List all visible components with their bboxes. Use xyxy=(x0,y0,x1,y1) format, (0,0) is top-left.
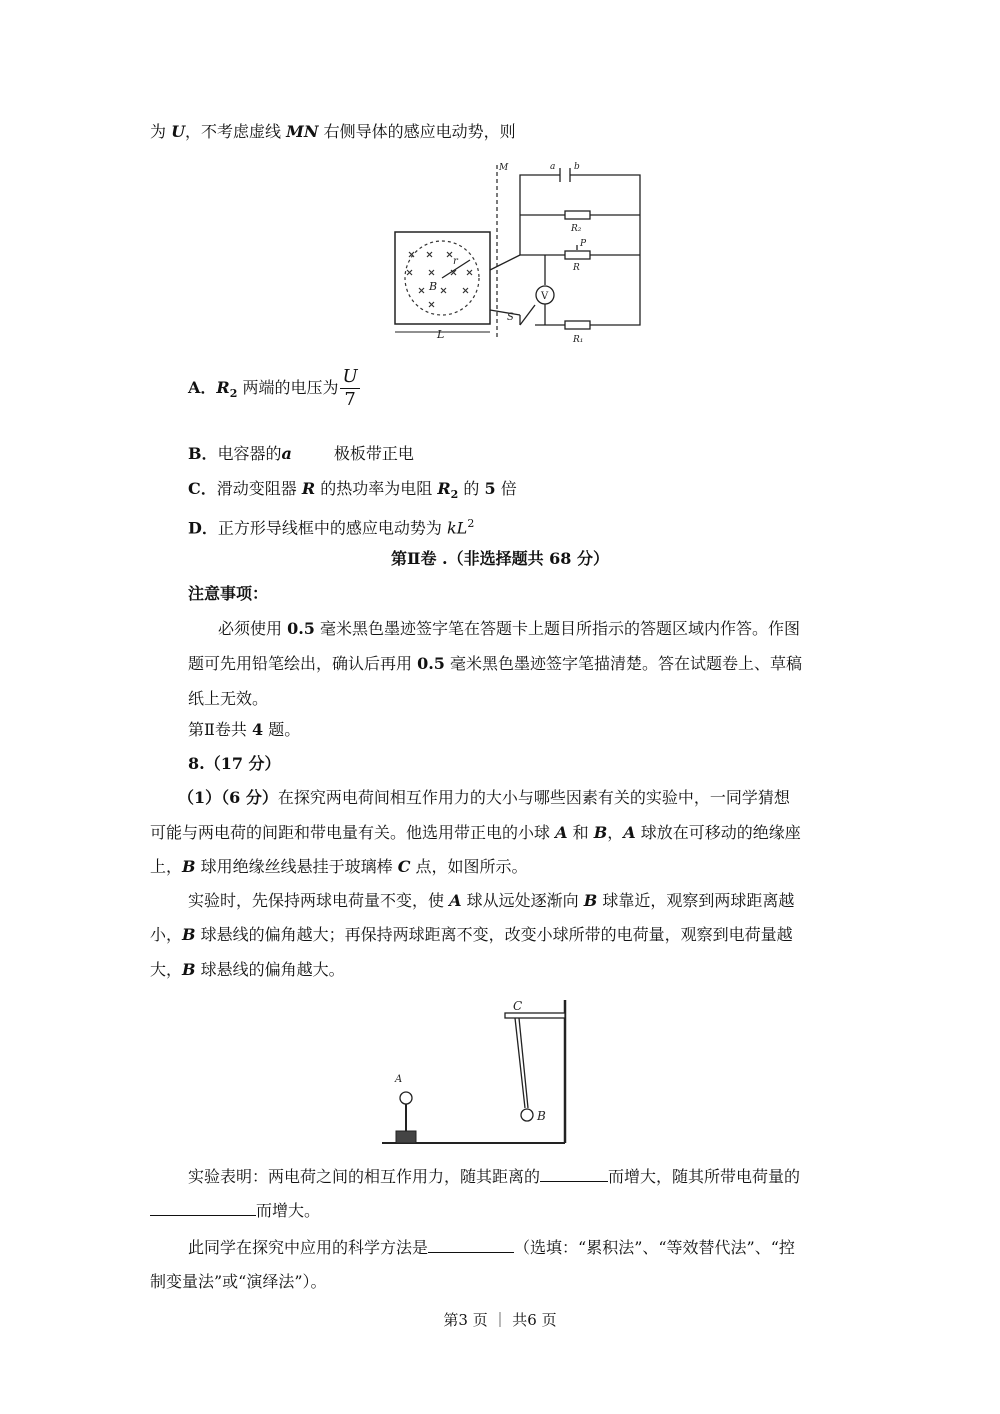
notice-line-3: 纸上无效。 xyxy=(188,689,269,708)
q8-p4-line-1: 此同学在探究中应用的科学方法是 （选填：“累积法”、“等效替代法”、“控 xyxy=(188,1238,795,1257)
answer-blank-charge[interactable] xyxy=(150,1199,256,1216)
field-crosses xyxy=(407,252,472,307)
q8-p2-line-1: 实验时，先保持两球电荷量不变，使 A 球从远处逐渐向 B 球靠近，观察到两球距离越 xyxy=(188,891,795,910)
page-footer: 第3 页 ｜ 共6 页 xyxy=(443,1311,557,1329)
q8-p1-line-2: 可能与两电荷的间距和带电量有关。他选用带正电的小球 A 和 B，A 球放在可移动的绝缘座 xyxy=(150,823,801,842)
intro-line: 为 U，不考虑虚线 MN 右侧导体的感应电动势，则 xyxy=(150,122,516,141)
label-R: R xyxy=(573,263,580,273)
q8-p3-line-1: 实验表明：两电荷之间的相互作用力，随其距离的 而增大，随其所带电荷量的 xyxy=(188,1167,801,1186)
section-2-count: 第Ⅱ卷共 4 题。 xyxy=(188,720,301,739)
label-M: M xyxy=(499,163,509,173)
q8-p3-line-2: 而增大。 xyxy=(150,1199,320,1223)
section-2-title: 第Ⅱ卷 .（非选择题共 68 分） xyxy=(390,549,610,568)
circuit-figure xyxy=(385,160,650,355)
option-a: A．$R_2$ 两端的电压为 $\frac{U}{7}$ xyxy=(188,366,358,410)
label-V: V xyxy=(541,291,549,302)
label-R2: R₂ xyxy=(571,224,582,234)
ball-b xyxy=(521,1109,533,1121)
label-A: A xyxy=(395,1074,403,1085)
option-b: B．电容器的a 极板带正电 xyxy=(188,444,414,463)
stand-base xyxy=(396,1131,416,1143)
q8-p2-line-3: 大，B 球悬线的偏角越大。 xyxy=(150,960,345,979)
label-P: P xyxy=(580,239,587,249)
label-R1: R₁ xyxy=(573,335,584,345)
label-S: S xyxy=(507,312,514,323)
fraction-u-7: $\frac{U}{7}$ xyxy=(342,366,358,410)
answer-blank-distance[interactable] xyxy=(540,1165,608,1182)
label-b: b xyxy=(574,162,580,172)
answer-blank-method[interactable] xyxy=(428,1236,514,1253)
q8-p1-line-1: （1）（6 分）在探究两电荷间相互作用力的大小与哪些因素有关的实验中，一同学猜想 xyxy=(178,788,790,807)
option-d: D．正方形导线框中的感应电动势为 $kL^2$ xyxy=(188,517,475,538)
notice-line-2: 题可先用铅笔绘出，确认后再用 0.5 毫米黑色墨迹签字笔描清楚。答在试题卷上、草稿 xyxy=(188,654,803,673)
label-r: r xyxy=(453,256,458,267)
label-C: C xyxy=(513,999,523,1013)
q8-p2-line-2: 小，B 球悬线的偏角越大；再保持两球距离不变，改变小球所带的电荷量，观察到电荷量越 xyxy=(150,925,793,944)
option-c: C．滑动变阻器 R 的热功率为电阻 $R_2$ 的 5 倍 xyxy=(188,479,517,502)
q8-p4-line-2: 制变量法”或“演绎法”）。 xyxy=(150,1272,327,1291)
label-B: B xyxy=(537,1109,546,1123)
label-B: B xyxy=(429,280,438,293)
ball-a xyxy=(400,1092,412,1104)
pendulum-figure xyxy=(380,995,580,1150)
glass-rod xyxy=(505,1013,565,1018)
notice-title: 注意事项： xyxy=(188,584,269,603)
q8-p1-line-3: 上，B 球用绝缘丝线悬挂于玻璃棒 C 点，如图所示。 xyxy=(150,857,528,876)
q8-header: 8.（17 分） xyxy=(188,754,281,773)
label-L: L xyxy=(437,328,445,341)
notice-line-1: 必须使用 0.5 毫米黑色墨迹签字笔在答题卡上题目所指示的答题区域内作答。作图 xyxy=(218,619,801,638)
label-a: a xyxy=(550,162,556,172)
